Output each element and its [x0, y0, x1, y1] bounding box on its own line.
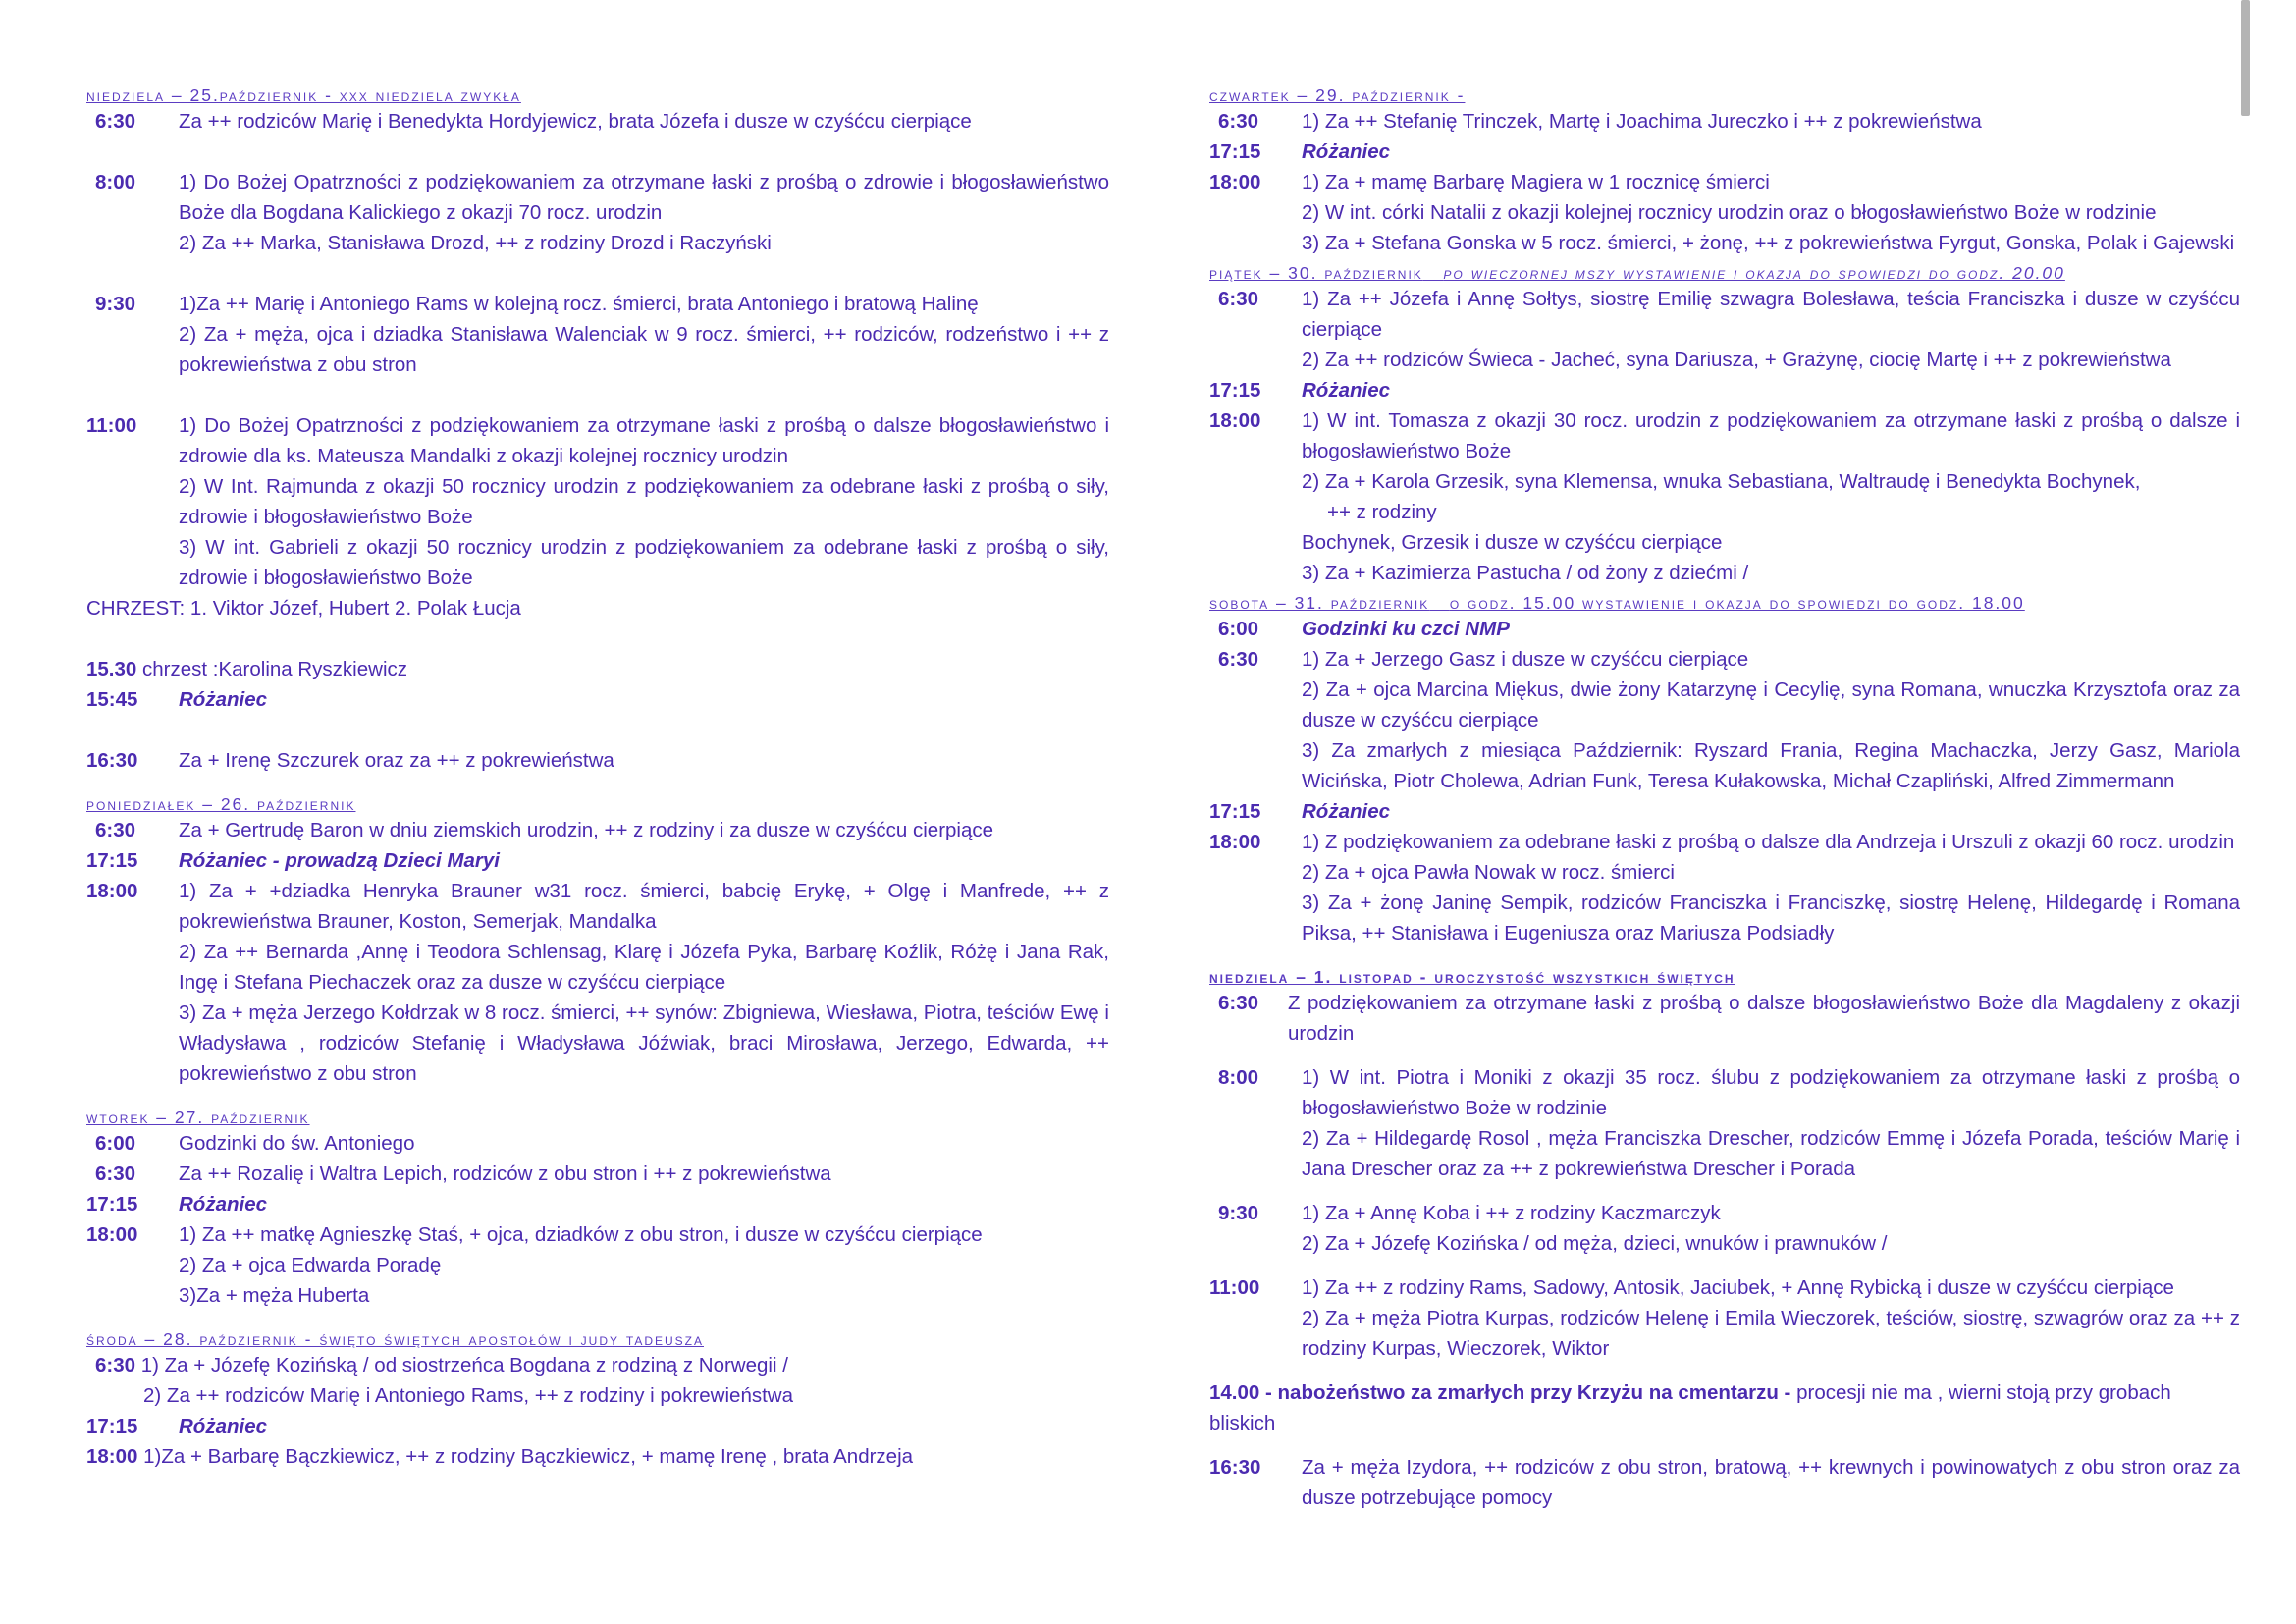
intention: ++ z rodziny	[1327, 501, 1437, 523]
intention: 2) Za ++ rodziców Marię i Antoniego Rams, ++ z rodziny i pokrewieństwa	[143, 1384, 793, 1407]
intention: 1) Za ++ Józefa i Annę Sołtys, siostrę Emilię szwagra Bolesława, teścia Franciszka i dusze w czyśćcu cierpiące	[1302, 288, 2240, 341]
mass-entry	[86, 845, 1109, 876]
mass-entry	[86, 1441, 1109, 1472]
mass-entry	[86, 1189, 1109, 1219]
baptism-note: CHRZEST: 1. Viktor Józef, Hubert 2. Polak Łucja	[86, 597, 521, 620]
intention: 1) Do Bożej Opatrzności z podziękowaniem za otrzymane łaski z prośbą o dalsze błogosławieństwo i zdrowie dla ks. Mateusza Mandalki z okazji kolejnej rocznicy urodzin	[179, 414, 1109, 467]
intention: 2) Za + Józefę Kozińska / od męża, dzieci, wnuków i prawnuków /	[1302, 1232, 1888, 1255]
mass-time: 17:15	[86, 1415, 138, 1437]
left-column	[86, 81, 1109, 1472]
mass-time: 15:45	[86, 688, 138, 711]
intention: Godzinki do św. Antoniego	[179, 1132, 415, 1155]
mass-entry	[86, 410, 1109, 593]
mass-entry	[86, 815, 1109, 845]
mass-entry	[86, 745, 1109, 776]
intention: 2) Za + ojca Marcina Miękus, dwie żony Katarzynę i Cecylię, syna Romana, wnuczka Krzysztofa oraz za dusze w czyśćcu cierpiące	[1302, 678, 2240, 731]
mass-entry	[1209, 1272, 2240, 1364]
intention: Za + Gertrudę Baron w dniu ziemskich urodzin, ++ z rodziny i za dusze w czyśćcu cierpiące	[179, 819, 994, 841]
mass-entry	[1209, 406, 2240, 588]
intention: 2) W Int. Rajmunda z okazji 50 rocznicy urodzin z podziękowaniem za odebrane łaski z prośbą o siły, zdrowie i błogosławieństwo Boże	[179, 475, 1109, 528]
mass-entry	[1209, 136, 2240, 167]
rosary-label: Różaniec	[179, 688, 267, 711]
mass-time: 9:30	[1218, 1202, 1259, 1224]
intention: 2) Za + ojca Edwarda Poradę	[179, 1254, 442, 1276]
mass-entry	[1209, 1198, 2240, 1259]
mass-entry	[1209, 1452, 2240, 1513]
mass-entry	[86, 1159, 1109, 1189]
intention: 3) Za + Stefana Gonska w 5 rocz. śmierci, + żonę, ++ z pokrewieństwa Fyrgut, Gonska, Polak i Gajewski	[1302, 232, 2235, 254]
mass-entry	[1209, 284, 2240, 375]
mass-entry	[1209, 796, 2240, 827]
mass-time: 11:00	[1209, 1276, 1260, 1299]
mass-time: 18:00	[86, 1223, 138, 1246]
rosary-label: Różaniec - prowadzą Dzieci Maryi	[179, 849, 500, 872]
intention: 2) Za + męża, ojca i dziadka Stanisława Walenciak w 9 rocz. śmierci, ++ rodziców, rodzeństwo i ++ z pokrewieństwa z obu stron	[179, 323, 1109, 376]
mass-time: 6:00	[95, 1132, 136, 1155]
intention: 1) Do Bożej Opatrzności z podziękowaniem za otrzymane łaski z prośbą o zdrowie i błogosławieństwo Boże dla Bogdana Kalickiego z okazji 70 rocz. urodzin	[179, 171, 1109, 224]
mass-entry	[86, 1128, 1109, 1159]
exposition-note: o godz. 15.00 wystawienie i okazja do spowiedzi do godz. 18.00	[1449, 593, 2025, 613]
exposition-note: po wieczornej mszy wystawienie i okazja do spowiedzi do godz. 20.00	[1443, 263, 2065, 283]
mass-entry	[86, 684, 1109, 715]
intention: 1) Za + Jerzego Gasz i dusze w czyśćcu cierpiące	[1302, 648, 1749, 671]
mass-time: 8:00	[1218, 1066, 1259, 1089]
intention: 1) Za ++ z rodziny Rams, Sadowy, Antosik, Jaciubek, + Annę Rybicką i dusze w czyśćcu cierpiące	[1302, 1276, 2174, 1299]
day-heading-monday: poniedziałek – 26. październik	[86, 794, 356, 814]
intention: 3) Za + żonę Janinę Sempik, rodziców Franciszka i Franciszkę, siostrę Helenę, Hildegardę i Romana Piksa, ++ Stanisława i Eugeniusza oraz Mariusza Podsiadły	[1302, 892, 2240, 945]
intention: Z podziękowaniem za otrzymane łaski z prośbą o dalsze błogosławieństwo Boże dla Magdaleny z okazji urodzin	[1288, 992, 2240, 1045]
intention: 1) Za + +dziadka Henryka Brauner w31 rocz. śmierci, babcię Erykę, + Olgę i Manfrede, ++ z pokrewieństwa Brauner, Koston, Semerjak, Mandalka	[179, 880, 1109, 933]
intention: 3) W int. Gabrieli z okazji 50 rocznicy urodzin z podziękowaniem za odebrane łaski z prośbą o siły, zdrowie i błogosławieństwo Boże	[179, 536, 1109, 589]
intention: 1) Z podziękowaniem za odebrane łaski z prośbą o dalsze dla Andrzeja i Urszuli z okazji 60 rocz. urodzin	[1302, 831, 2235, 853]
baptism-note-2: 15.30 chrzest :Karolina Ryszkiewicz	[86, 658, 408, 680]
mass-entry	[1209, 614, 2240, 644]
mass-time: 9:30	[95, 293, 136, 315]
intention: Za + męża Izydora, ++ rodziców z obu stron, bratową, ++ krewnych i powinowatych z obu stron oraz za dusze potrzebujące pomocy	[1302, 1456, 2240, 1509]
intention: 1) Za + mamę Barbarę Magiera w 1 rocznicę śmierci	[1302, 171, 1770, 193]
mass-entry	[1209, 1062, 2240, 1184]
day-heading-saturday: sobota – 31. październik o godz. 15.00 wystawienie i okazja do spowiedzi do godz. 18.00	[1209, 593, 2025, 613]
intention: 2) Za ++ Marka, Stanisława Drozd, ++ z rodziny Drozd i Raczyński	[179, 232, 772, 254]
mass-time: 17:15	[86, 849, 138, 872]
intention: Za ++ Rozalię i Waltra Lepich, rodziców z obu stron i ++ z pokrewieństwa	[179, 1163, 831, 1185]
mass-entry	[86, 1350, 1109, 1380]
mass-entry	[1209, 988, 2240, 1049]
mass-entry	[86, 289, 1109, 380]
rosary-label: Różaniec	[1302, 379, 1390, 402]
mass-time: 6:30	[1218, 110, 1259, 133]
day-heading-wednesday: środa – 28. październik - święto świętych apostołów i judy tadeusza	[86, 1329, 704, 1349]
scrollbar[interactable]	[2241, 0, 2250, 116]
intention: 3) Za + męża Jerzego Kołdrzak w 8 rocz. śmierci, ++ synów: Zbigniewa, Wiesława, Piotra, teściów Ewę i Władysława , rodziców Stefanię i Władysława Jóźwiak, braci Mirosława, Jerzego, Edwarda, ++ pokrewieństwo z obu stron	[179, 1001, 1109, 1085]
mass-time: 18:00	[1209, 409, 1261, 432]
mass-time: 6:30	[95, 1354, 136, 1377]
mass-time: 6:30	[1218, 288, 1259, 310]
baptism-time: 15.30	[86, 658, 137, 680]
mass-time: 18:00	[86, 880, 138, 902]
intention: 1) Za ++ matkę Agnieszkę Staś, + ojca, dziadków z obu stron, i dusze w czyśćcu cierpiące	[179, 1223, 983, 1246]
intention: 1)Za + Barbarę Bączkiewicz, ++ z rodziny Bączkiewicz, + mamę Irenę , brata Andrzeja	[137, 1445, 914, 1468]
intention: Za + Irenę Szczurek oraz za ++ z pokrewieństwa	[179, 749, 614, 772]
mass-time: 18:00	[1209, 831, 1261, 853]
mass-time: 6:00	[1218, 618, 1259, 640]
intention: 1) W int. Piotra i Moniki z okazji 35 rocz. ślubu z podziękowaniem za otrzymane łaski z prośbą o błogosławieństwo Boże w rodzinie	[1302, 1066, 2240, 1119]
mass-entry	[86, 876, 1109, 1089]
intention: 2) Za + ojca Pawła Nowak w rocz. śmierci	[1302, 861, 1675, 884]
day-heading-thursday: czwartek – 29. październik -	[1209, 85, 1466, 105]
mass-entry	[1209, 644, 2240, 796]
mass-time: 18:00	[86, 1445, 138, 1468]
rosary-label: Różaniec	[1302, 140, 1390, 163]
right-column	[1209, 81, 2240, 1513]
intention: 3) Za + Kazimierza Pastucha / od żony z dziećmi /	[1302, 562, 1749, 584]
intention: 3) Za zmarłych z miesiąca Październik: Ryszard Frania, Regina Machaczka, Jerzy Gasz, Mariola Wicińska, Piotr Cholewa, Adrian Funk, Teresa Kułakowska, Michał Czapliński, Alfred Zimmermann	[1302, 739, 2240, 792]
intention: 2) Za ++ Bernarda ,Annę i Teodora Schlensag, Klarę i Józefa Pyka, Barbarę Koźlik, Różę i Jana Rak, Ingę i Stefana Piechaczek oraz za dusze w czyśćcu cierpiące	[179, 941, 1109, 994]
day-heading-tuesday: wtorek – 27. październik	[86, 1108, 310, 1127]
intention: 2) Za ++ rodziców Świeca - Jacheć, syna Dariusza, + Grażynę, ciocię Martę i ++ z pokrewieństwa	[1302, 349, 2171, 371]
intention: 1) W int. Tomasza z okazji 30 rocz. urodzin z podziękowaniem za otrzymane łaski z prośbą o dalsze i błogosławieństwo Boże	[1302, 409, 2240, 462]
mass-time: 17:15	[1209, 800, 1261, 823]
mass-time: 17:15	[86, 1193, 138, 1216]
mass-time: 6:30	[95, 819, 136, 841]
intention: 1)Za ++ Marię i Antoniego Rams w kolejną rocz. śmierci, brata Antoniego i bratową Halinę	[179, 293, 979, 315]
intention: 2) W int. córki Natalii z okazji kolejnej rocznicy urodzin oraz o błogosławieństwo Boże w rodzinie	[1302, 201, 2157, 224]
mass-time: 8:00	[95, 171, 136, 193]
mass-time: 16:30	[1209, 1456, 1261, 1479]
mass-entry	[86, 167, 1109, 258]
rosary-label: Różaniec	[1302, 800, 1390, 823]
mass-time: 17:15	[1209, 140, 1261, 163]
mass-time: 18:00	[1209, 171, 1261, 193]
intention: Bochynek, Grzesik i dusze w czyśćcu cierpiące	[1302, 531, 1723, 554]
day-heading-sunday-25: niedziela – 25.październik - xxx niedziela zwykła	[86, 85, 521, 105]
mass-entry	[86, 1219, 1109, 1311]
mass-time: 6:30	[95, 1163, 136, 1185]
mass-entry	[1209, 106, 2240, 136]
mass-time: 6:30	[1218, 992, 1259, 1014]
intention: 2) Za + męża Piotra Kurpas, rodziców Helenę i Emila Wieczorek, teściów, siostrę, szwagrów oraz za ++ z rodziny Kurpas, Wieczorek, Wiktor	[1302, 1307, 2240, 1360]
intention: 2) Za + Hildegardę Rosol , męża Franciszka Drescher, rodziców Emmę i Józefa Porada, teściów Marię i Jana Drescher oraz za ++ z pokrewieństwa Drescher i Porada	[1302, 1127, 2240, 1180]
intention: 1) Za + Annę Koba i ++ z rodziny Kaczmarczyk	[1302, 1202, 1721, 1224]
mass-time: 11:00	[86, 414, 137, 437]
intention: 1) Za + Józefę Kozińską / od siostrzeńca Bogdana z rodziną z Norwegii /	[135, 1354, 788, 1377]
mass-entry	[1209, 167, 2240, 258]
rosary-label: Różaniec	[179, 1193, 267, 1216]
day-heading-friday: piątek – 30. październik po wieczornej mszy wystawienie i okazja do spowiedzi do godz. 20.00	[1209, 263, 2065, 283]
mass-entry	[86, 1411, 1109, 1441]
intention: 2) Za + Karola Grzesik, syna Klemensa, wnuka Sebastiana, Waltraudę i Benedykta Bochynek,	[1302, 470, 2141, 493]
mass-time: 16:30	[86, 749, 138, 772]
cemetery-service-note: 14.00 - nabożeństwo za zmarłych przy Krzyżu na cmentarzu - procesji nie ma , wierni stoją przy grobach bliskich	[1209, 1381, 2171, 1435]
mass-time: 17:15	[1209, 379, 1261, 402]
mass-entry	[1209, 827, 2240, 948]
intention: Godzinki ku czci NMP	[1302, 618, 1510, 640]
intention: 1) Za ++ Stefanię Trinczek, Martę i Joachima Jureczko i ++ z pokrewieństwa	[1302, 110, 1982, 133]
intention: 3)Za + męża Huberta	[179, 1284, 370, 1307]
rosary-label: Różaniec	[179, 1415, 267, 1437]
mass-time: 6:30	[1218, 648, 1259, 671]
mass-time: 6:30	[95, 110, 136, 133]
mass-entry	[1209, 375, 2240, 406]
day-heading-sunday-1: niedziela – 1. listopad - uroczystość wszystkich świętych	[1209, 967, 1735, 987]
mass-entry	[86, 106, 1109, 136]
intention: Za ++ rodziców Marię i Benedykta Hordyjewicz, brata Józefa i dusze w czyśćcu cierpiące	[179, 110, 972, 133]
